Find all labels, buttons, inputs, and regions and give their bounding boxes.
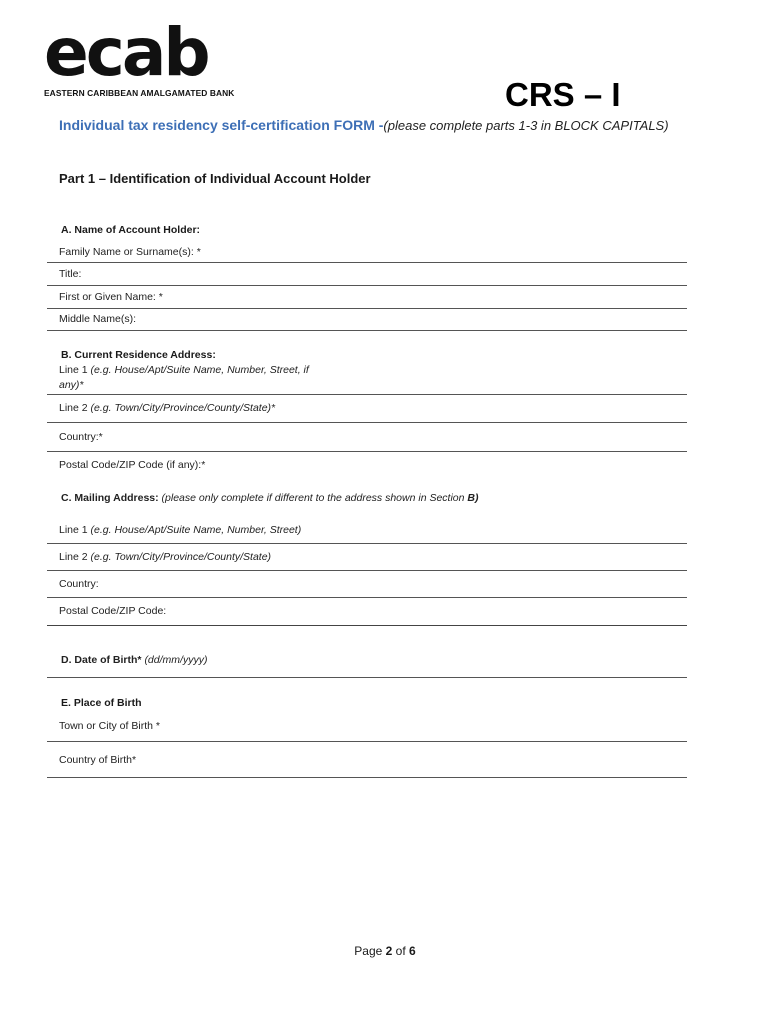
page-prefix: Page (354, 944, 383, 958)
middle-name-field[interactable]: Middle Name(s): (59, 313, 137, 325)
residence-line1-hint: (e.g. House/Apt/Suite Name, Number, Street, if (90, 364, 309, 376)
residence-line1-hint-cont (59, 379, 84, 391)
mailing-line1-field[interactable] (59, 524, 301, 536)
mailing-country-field[interactable]: Country: (59, 578, 99, 590)
section-c-note: (please only complete if different to the address shown in Section (161, 492, 465, 504)
date-of-birth-field[interactable] (61, 654, 207, 666)
mailing-postal-field[interactable]: Postal Code/ZIP Code: (59, 605, 167, 617)
form-instruction: (please complete parts 1-3 in BLOCK CAPITALS) (383, 118, 669, 133)
ecab-logo (44, 14, 244, 102)
field-divider (47, 330, 687, 331)
field-divider (47, 777, 687, 778)
family-name-field[interactable]: Family Name or Surname(s): * (59, 246, 201, 258)
total-pages: 6 (409, 944, 416, 958)
field-divider (47, 308, 687, 309)
residence-line1-field[interactable] (59, 364, 309, 376)
residence-line2-label: Line 2 (59, 402, 88, 414)
field-divider (47, 570, 687, 571)
field-divider (47, 543, 687, 544)
current-page: 2 (385, 944, 393, 958)
birth-town-field[interactable]: Town or City of Birth * (59, 720, 160, 732)
section-e-heading: E. Place of Birth (61, 697, 142, 709)
residence-line1-label: Line 1 (59, 364, 88, 376)
residence-country-field[interactable]: Country:* (59, 431, 103, 443)
mailing-line2-hint: (e.g. Town/City/Province/County/State) (90, 551, 272, 563)
field-divider (47, 451, 687, 452)
residence-line2-field[interactable] (59, 402, 275, 414)
page-of: of (395, 944, 406, 958)
section-a-heading: A. Name of Account Holder: (61, 224, 201, 236)
date-of-birth-hint: (dd/mm/yyyy) (144, 654, 208, 666)
first-name-field[interactable]: First or Given Name: * (59, 291, 163, 303)
mailing-line1-hint: (e.g. House/Apt/Suite Name, Number, Street) (90, 524, 302, 536)
part1-heading: Part 1 – Identification of Individual Account Holder (59, 171, 371, 186)
field-divider (47, 625, 687, 626)
mailing-line2-label: Line 2 (59, 551, 88, 563)
field-divider (47, 285, 687, 286)
section-c-heading: C. Mailing Address: (61, 492, 159, 504)
field-divider (47, 597, 687, 598)
mailing-line2-field[interactable] (59, 551, 271, 563)
form-subtitle (59, 117, 669, 133)
section-d-heading: D. Date of Birth* (61, 654, 142, 666)
field-divider (47, 741, 687, 742)
field-divider (47, 262, 687, 263)
field-divider (47, 677, 687, 678)
section-b-heading: B. Current Residence Address: (61, 349, 216, 361)
residence-postal-field[interactable]: Postal Code/ZIP Code (if any):* (59, 459, 206, 471)
mailing-line1-label: Line 1 (59, 524, 88, 536)
field-divider (47, 422, 687, 423)
logo-bank-name: EASTERN CARIBBEAN AMALGAMATED BANK (44, 88, 235, 98)
page-number (0, 944, 770, 958)
field-divider (47, 394, 687, 395)
section-c-heading-row (61, 492, 478, 504)
logo-wordmark: ecab (44, 14, 208, 91)
birth-country-field[interactable]: Country of Birth* (59, 754, 137, 766)
residence-line2-hint: (e.g. Town/City/Province/County/State)* (90, 402, 276, 414)
form-title: Individual tax residency self-certification FORM - (59, 117, 384, 133)
title-field[interactable]: Title: (59, 268, 82, 280)
form-code: CRS – I (505, 76, 621, 113)
residence-line1-hint-end: any)* (59, 379, 84, 391)
section-c-note-ref: B) (467, 492, 479, 504)
